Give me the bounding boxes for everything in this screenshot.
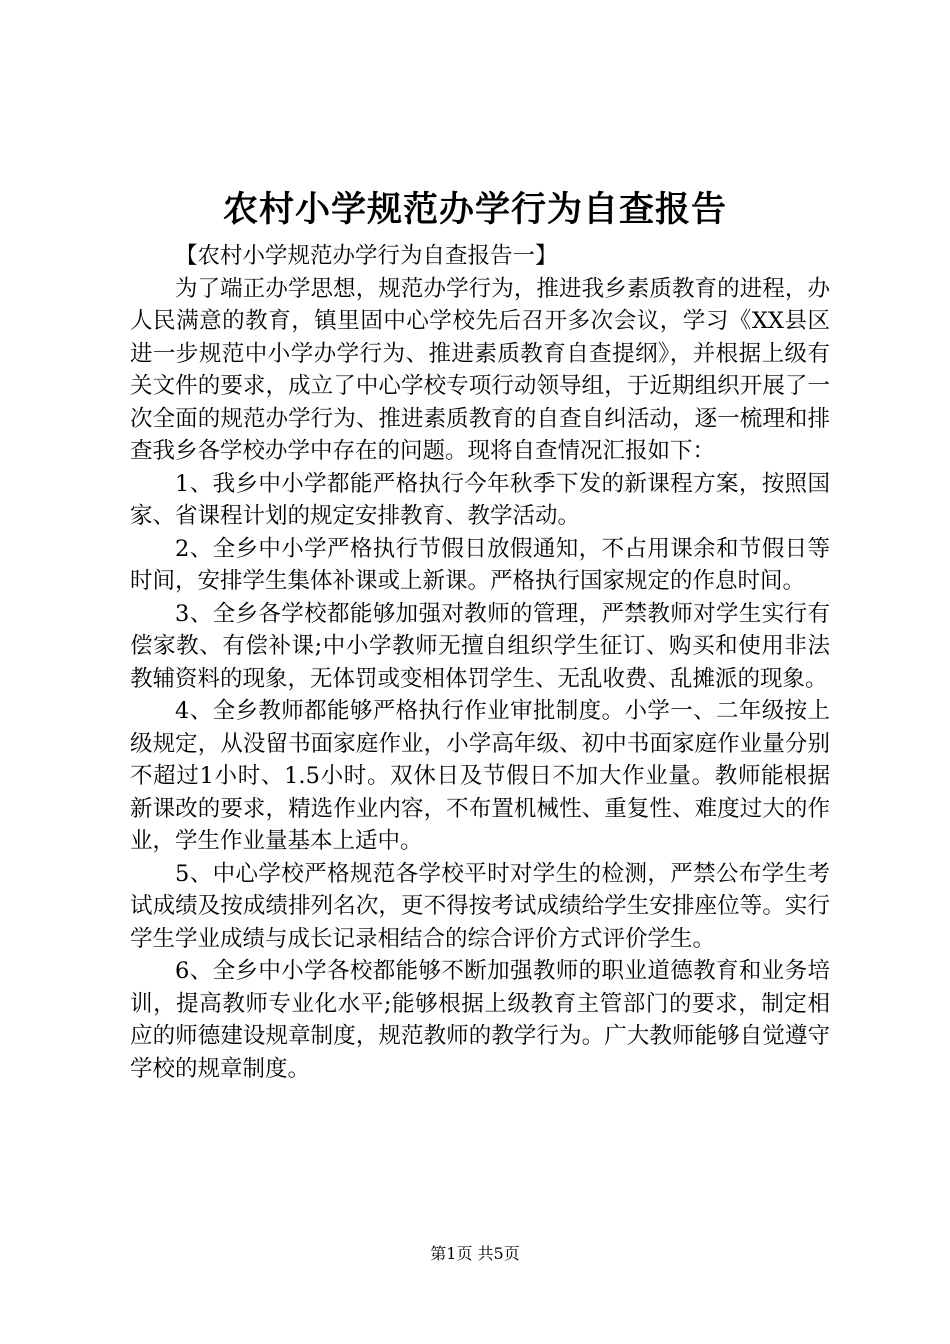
paragraph-item-5: 5、中心学校严格规范各学校平时对学生的检测，严禁公布学生考试成绩及按成绩排列名次，更不得按考试成绩给学生安排座位等。实行学生学业成绩与成长记录相结合的综合评价方式评价学生。 xyxy=(130,860,830,952)
document-body xyxy=(130,240,830,1085)
page-number-footer: 第1页 共5页 xyxy=(430,1244,520,1263)
paragraph-item-4: 4、全乡教师都能够严格执行作业审批制度。小学一、二年级按上级规定，从没留书面家庭作业，小学高年级、初中书面家庭作业量分别不超过1小时、1.5小时。双休日及节假日不加大作业量。教师能根据新课改的要求，精选作业内容，不布置机械性、重复性、难度过大的作业，学生作业量基本上适中。 xyxy=(130,698,830,854)
document-title: 农村小学规范办学行为自查报告 xyxy=(222,189,727,230)
paragraph-item-3: 3、全乡各学校都能够加强对教师的管理，严禁教师对学生实行有偿家教、有偿补课;中小学教师无擅自组织学生征订、购买和使用非法教辅资料的现象，无体罚或变相体罚学生、无乱收费、乱摊派的现象。 xyxy=(130,600,830,692)
paragraph-item-2: 2、全乡中小学严格执行节假日放假通知，不占用课余和节假日等时间，安排学生集体补课或上新课。严格执行国家规定的作息时间。 xyxy=(130,535,830,594)
paragraph-intro: 为了端正办学思想，规范办学行为，推进我乡素质教育的进程，办人民满意的教育，镇里固中心学校先后召开多次会议，学习《XX县区进一步规范中小学办学行为、推进素质教育自查提纲》，并根据上级有关文件的要求，成立了中心学校专项行动领导组，于近期组织开展了一次全面的规范办学行为、推进素质教育的自查自纠活动，逐一梳理和排查我乡各学校办学中存在的问题。现将自查情况汇报如下： xyxy=(130,275,830,464)
document-subtitle: 【农村小学规范办学行为自查报告一】 xyxy=(175,243,558,269)
paragraph-item-6: 6、全乡中小学各校都能够不断加强教师的职业道德教育和业务培训，提高教师专业化水平;能够根据上级教育主管部门的要求，制定相应的师德建设规章制度，规范教师的教学行为。广大教师能够自觉遵守学校的规章制度。 xyxy=(130,958,830,1082)
paragraph-item-1: 1、我乡中小学都能严格执行今年秋季下发的新课程方案，按照国家、省课程计划的规定安排教育、教学活动。 xyxy=(130,470,830,529)
